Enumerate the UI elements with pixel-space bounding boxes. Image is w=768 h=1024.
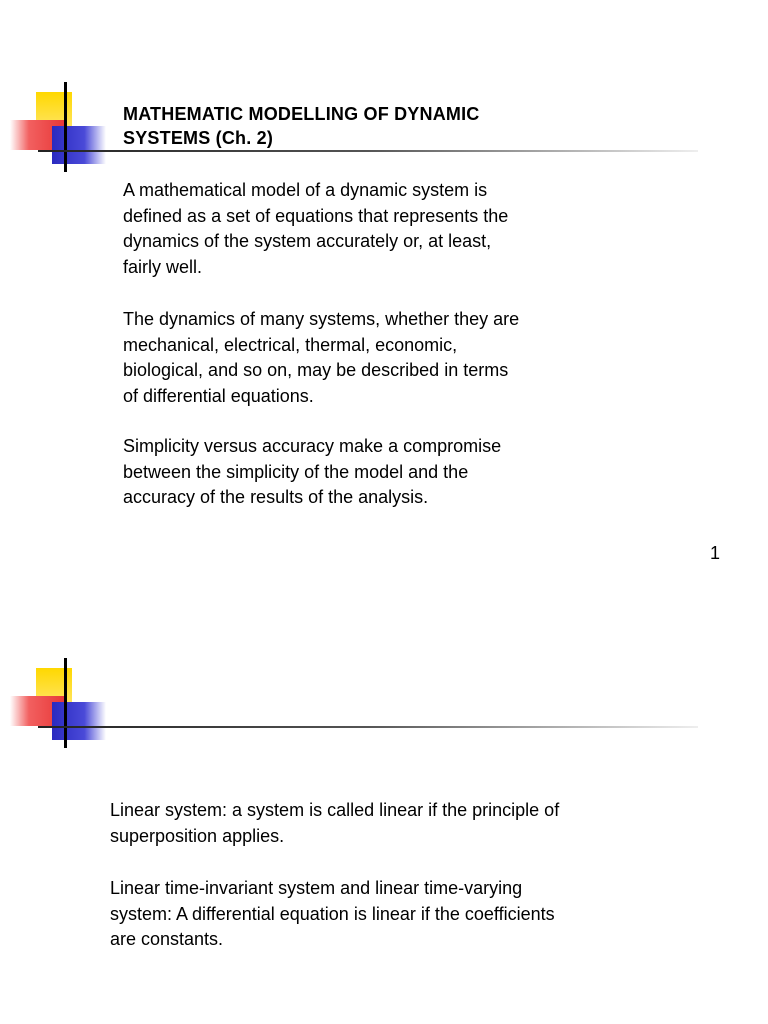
logo-vertical-line xyxy=(64,82,67,172)
page-number: 1 xyxy=(710,543,721,563)
text-line: A mathematical model of a dynamic system is xyxy=(123,180,488,200)
text-line: Simplicity versus accuracy make a compromise xyxy=(123,436,502,456)
text-line: Linear time-invariant system and linear time-varying xyxy=(110,878,523,898)
text-line: defined as a set of equations that represents the xyxy=(123,205,509,226)
text-line: The dynamics of many systems, whether they are xyxy=(123,309,520,329)
text-line: biological, and so on, may be described in terms xyxy=(123,360,509,380)
text-line: fairly well. xyxy=(123,256,203,277)
logo-vertical-line xyxy=(64,658,67,748)
title-line: MATHEMATIC MODELLING OF DYNAMIC xyxy=(123,104,480,124)
slide-logo xyxy=(10,82,120,182)
text-line: dynamics of the system accurately or, at least, xyxy=(123,231,492,251)
logo-blue-bar xyxy=(52,702,106,740)
paragraph-time-invariant xyxy=(110,876,555,953)
text-line: superposition applies. xyxy=(110,825,285,846)
text-line: system: A differential equation is linear if the coefficients xyxy=(110,903,555,924)
text-line: accuracy of the results of the analysis. xyxy=(123,487,429,507)
paragraph-dynamics xyxy=(123,307,519,409)
text-line: of differential equations. xyxy=(123,385,314,406)
title-line: SYSTEMS (Ch. 2) xyxy=(123,128,274,148)
logo-blue-bar xyxy=(52,126,106,164)
slide-2 xyxy=(0,580,768,1024)
paragraph-linear-system xyxy=(110,798,559,849)
text-line: between the simplicity of the model and the xyxy=(123,461,469,482)
text-line: mechanical, electrical, thermal, economic, xyxy=(123,334,458,355)
text-line: Linear system: a system is called linear if the principle of xyxy=(110,800,560,820)
text-line: are constants. xyxy=(110,929,224,949)
title-rule xyxy=(38,150,698,152)
slide-logo xyxy=(10,658,120,758)
slide-title xyxy=(123,102,480,150)
paragraph-definition xyxy=(123,178,508,280)
paragraph-simplicity xyxy=(123,434,501,511)
title-rule xyxy=(38,726,698,728)
